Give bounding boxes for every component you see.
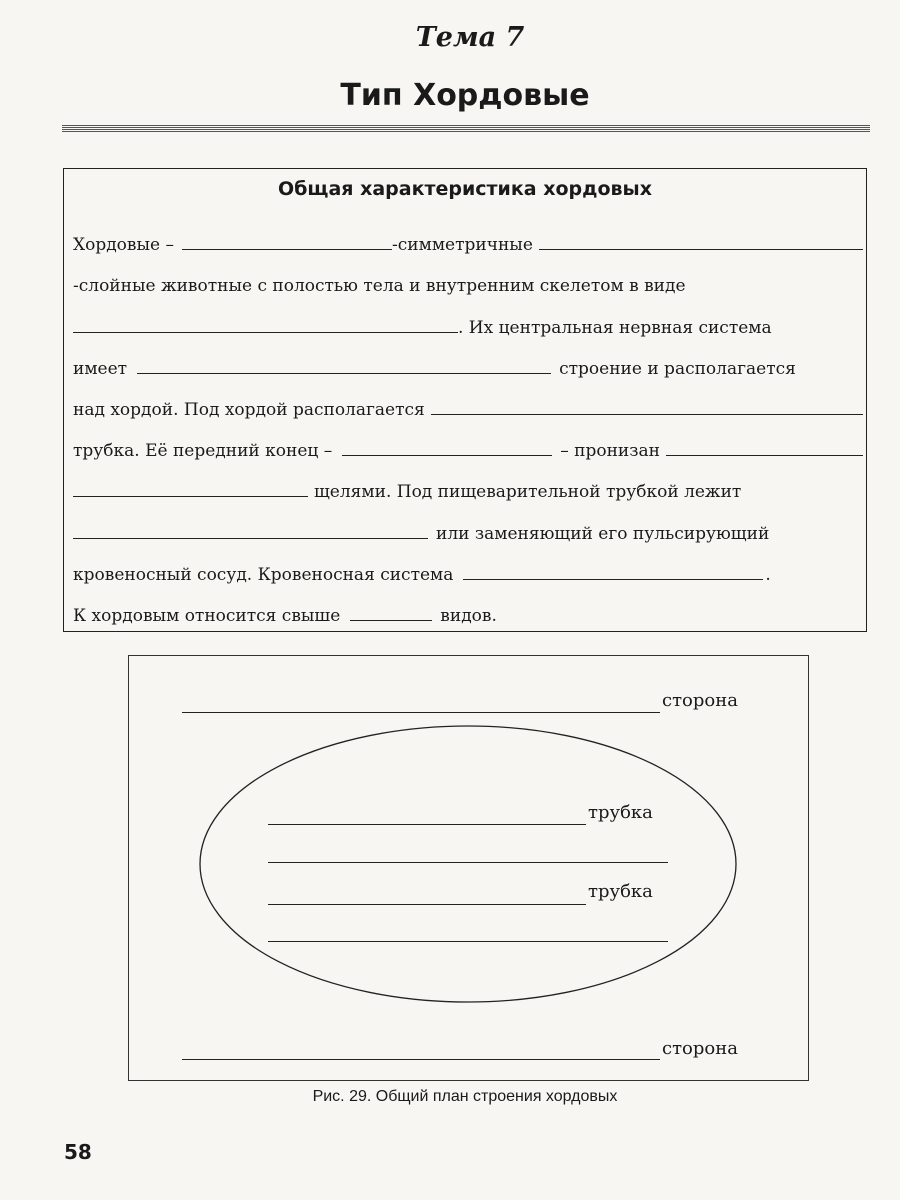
text-fragment: – пронизан [560,440,661,461]
text-line-8 [73,514,863,544]
answer-blank[interactable] [182,248,392,250]
title-rule [62,125,870,132]
text-fragment: щелями. Под пищеварительной трубкой лежит [314,481,742,502]
text-fragment: над хордой. Под хордой располагается [73,399,425,420]
answer-blank[interactable] [342,454,552,456]
label-side-bottom: сторона [662,1038,738,1059]
answer-blank[interactable] [73,495,308,497]
text-line-9 [73,555,863,585]
answer-line-tube-1[interactable] [268,824,586,825]
answer-blank[interactable] [666,454,863,456]
text-fragment: . [765,564,771,585]
text-line-7 [73,472,863,502]
answer-line-top[interactable] [182,712,660,713]
label-tube-2: трубка [588,881,653,902]
text-line-2 [73,266,863,296]
text-line-6 [73,431,863,461]
answer-blank[interactable] [350,619,432,621]
label-side-top: сторона [662,690,738,711]
section-title: Общая характеристика хордовых [278,178,652,200]
text-line-10 [73,596,863,626]
answer-line-4[interactable] [268,941,668,942]
text-fragment: . Их центральная нервная система [458,317,772,338]
text-fragment: строение и располагается [559,358,796,379]
text-line-3 [73,308,863,338]
body-oval [196,722,740,1006]
text-line-4 [73,349,863,379]
figure-caption: Рис. 29. Общий план строения хордовых [312,1088,618,1105]
text-fragment: Хордовые – [73,234,174,255]
label-tube-1: трубка [588,802,653,823]
page-title: Тип Хордовые [340,78,590,113]
answer-blank[interactable] [431,413,863,415]
answer-line-tube-2[interactable] [268,904,586,905]
answer-blank[interactable] [73,331,458,333]
text-line-5 [73,390,863,420]
answer-blank[interactable] [463,578,763,580]
answer-line-bottom[interactable] [182,1059,660,1060]
text-fragment: К хордовым относится свыше [73,605,341,626]
answer-line-2[interactable] [268,862,668,863]
text-fragment: видов. [440,605,497,626]
text-fragment: кровеносный сосуд. Кровеносная система [73,564,454,585]
text-fragment: -слойные животные с полостью тела и внутренним скелетом в виде [73,275,686,296]
topic-heading: Тема 7 [415,22,525,53]
text-line-1 [73,225,863,255]
text-fragment: -симметричные [392,234,533,255]
text-fragment: имеет [73,358,128,379]
page-number: 58 [64,1140,92,1164]
answer-blank[interactable] [539,248,863,250]
text-fragment: трубка. Её передний конец – [73,440,333,461]
text-fragment: или заменяющий его пульсирующий [436,523,770,544]
answer-blank[interactable] [73,537,428,539]
answer-blank[interactable] [137,372,551,374]
